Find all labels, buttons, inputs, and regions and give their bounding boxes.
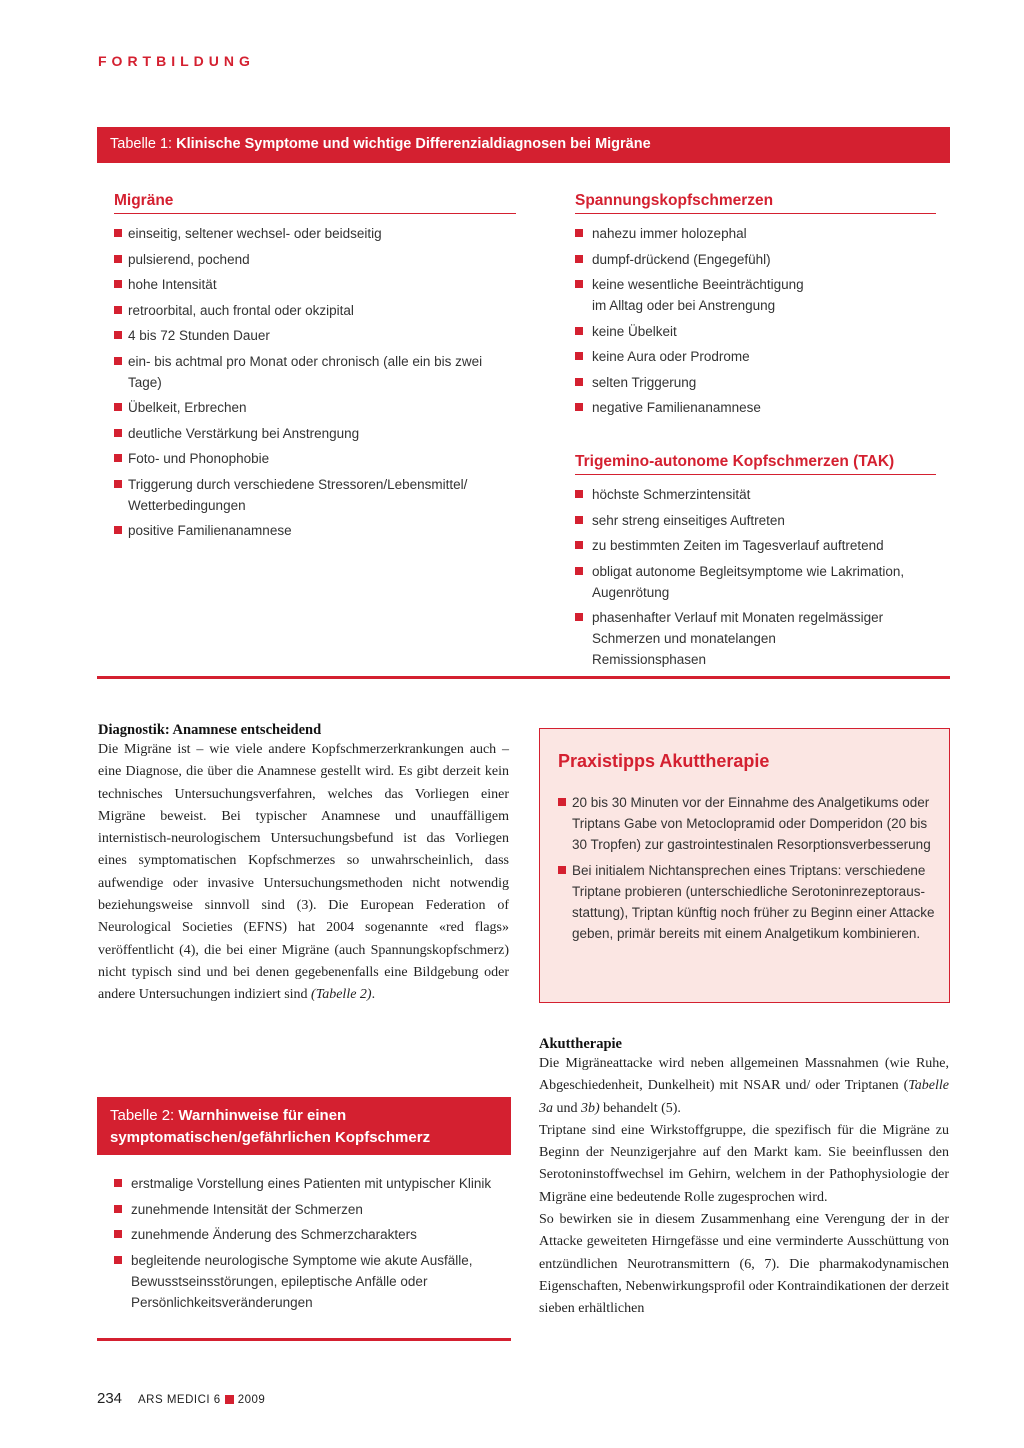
akuttherapie-p3: So bewirken sie in diesem Zusammenhang eine Verengung der in der Attacke geweiteten Hirngefässe und eine verminderte Ausschüttung von entzündlichen Neurotransmittern (6, 7). Die pharmakodynamischen Eigenschaften, Nebenwirkungsprofil oder Kontraindikationen der derzeit sieben erhältlichen: [539, 1212, 949, 1317]
list-item: höchste Schmerzintensität: [575, 484, 936, 505]
journal-line: [138, 1394, 265, 1406]
journal-year: 2009: [237, 1394, 266, 1406]
list-item: pulsierend, pochend: [114, 249, 516, 270]
list-item: deutliche Verstärkung bei Anstrengung: [114, 423, 516, 444]
diagnostik-heading: Diagnostik: Anamnese entscheidend: [98, 722, 322, 738]
text-run: Die Migräneattacke wird neben allgemeinen Massnahmen (wie Ruhe, Abgeschiedenheit, Dunkelheit) mit NSAR und/ oder Triptanen (: [539, 1056, 949, 1094]
table2-bottom-rule: [97, 1338, 511, 1341]
list-item: phasenhafter Verlauf mit Monaten regelmässiger Schmerzen und monatelangen Remissionsphasen: [575, 607, 892, 670]
table1-bottom-rule: [97, 676, 950, 679]
list-item: erstmalige Vorstellung eines Patienten mit untypischer Klinik: [114, 1173, 494, 1194]
list-item: Übelkeit, Erbrechen: [114, 397, 516, 418]
table1-title: Klinische Symptome und wichtige Differenzialdiagnosen bei Migräne: [176, 136, 651, 152]
text-run: und: [553, 1100, 581, 1116]
list-item: keine Übelkeit: [575, 321, 936, 342]
square-icon: [225, 1395, 234, 1404]
tak-list: [575, 484, 936, 670]
akuttherapie-p2: Triptane sind eine Wirkstoffgruppe, die spezifisch für die Migräne zu Beginn der Neunzigerjahre auf den Markt kam. Sie beeinflussen den Serotoninstoffwechsel im Gehirn, welchem in der Pathophysiologie der Migräne eine bedeutende Rolle zugesprochen wird.: [539, 1122, 949, 1205]
section-label: FORTBILDUNG: [98, 53, 255, 69]
list-item: begleitende neurologische Symptome wie akute Ausfälle, Bewusstseinsstörungen, epileptische Anfälle oder Persönlichkeitsveränderungen: [114, 1250, 491, 1313]
table2-reference: (Tabelle 2): [311, 987, 372, 1003]
praxistipps-list: [558, 792, 936, 948]
list-item: dumpf-drückend (Engegefühl): [575, 249, 936, 270]
list-item: zu bestimmten Zeiten im Tagesverlauf auftretend: [575, 535, 936, 556]
list-item: retroorbital, auch frontal oder okzipital: [114, 300, 516, 321]
tension-column: [575, 192, 936, 423]
diagnostik-paragraph: Die Migräne ist – wie viele andere Kopfschmerzerkrankungen auch – eine Diagnose, die über die Anamnese gestellt wird. Es gibt derzeit kein technisches Untersuchungsverfahren, welches das Vorliegen einer Migräne beweist. Bei typischer Anamnese und unauffälligem internistisch-neurologischem Untersuchungsbefund ist das Vorliegen eines symptomatischen Kopfschmerzes so unwahrscheinlich, dass aufwendige oder invasive Untersuchungsmethoden nicht notwendig beziehungsweise sinnvoll sind (3). Die European Federation of Neurological Societies (EFNS) hat 2004 sogenannte «red flags» veröffentlicht (4), die bei einer Migräne (auch Spannungskopfschmerz) nicht typisch sind und bei denen gegebenenfalls eine Bildgebung oder andere Untersuchungen indiziert sind: [98, 742, 509, 1003]
akuttherapie-heading: Akuttherapie: [539, 1036, 622, 1052]
page-number: 234: [97, 1390, 123, 1407]
list-item: zunehmende Intensität der Schmerzen: [114, 1199, 494, 1220]
table2-title: Warnhinweise für einen symptomatischen/gefährlichen Kopfschmerz: [110, 1107, 431, 1146]
tension-heading: Spannungskopfschmerzen: [575, 192, 936, 214]
list-item: Bei initialem Nichtansprechen eines Triptans: verschiedene Triptane probieren (unterschiedliche Serotoninrezeptoraus-stattung), Triptan künftig noch früher zu Beginn einer Attacke geben, primär bereits mit einem Analgetikum kombinieren.: [558, 860, 936, 944]
migraine-list: [114, 223, 516, 541]
akuttherapie-section: [539, 1036, 949, 1321]
list-item: obligat autonome Begleitsymptome wie Lakrimation, Augenrötung: [575, 561, 912, 603]
migraine-column: [114, 192, 516, 546]
list-item: keine wesentliche Beeinträchtigung im Alltag oder bei Anstrengung: [575, 274, 812, 316]
list-item: einseitig, seltener wechsel- oder beidseitig: [114, 223, 516, 244]
tak-column: [575, 453, 936, 675]
diagnostik-text: [98, 739, 509, 1007]
list-item: hohe Intensität: [114, 274, 516, 295]
tension-list: [575, 223, 936, 418]
list-item: selten Triggerung: [575, 372, 936, 393]
list-item: negative Familienanamnese: [575, 397, 936, 418]
diagnostik-section: [98, 722, 509, 1007]
tak-heading: Trigemino-autonome Kopfschmerzen (TAK): [575, 453, 936, 475]
migraine-heading: Migräne: [114, 192, 516, 214]
table2-label: Tabelle 2:: [110, 1107, 175, 1124]
list-item: zunehmende Änderung des Schmerzcharakters: [114, 1224, 494, 1245]
praxistipps-title: Praxistipps Akuttherapie: [558, 751, 770, 771]
list-item: Foto- und Phonophobie: [114, 448, 516, 469]
list-item: nahezu immer holozephal: [575, 223, 936, 244]
diagnostik-end: .: [371, 987, 376, 1003]
table2-title-bar: [97, 1097, 511, 1155]
table3a-reference: Tabelle 3a: [539, 1078, 949, 1116]
table2-list: [114, 1173, 494, 1317]
table1-title-bar: [97, 127, 950, 163]
table3b-reference: 3b): [581, 1100, 600, 1116]
table1-label: Tabelle 1:: [110, 136, 173, 152]
list-item: Triggerung durch verschiedene Stressoren/Lebensmittel/ Wetterbedingungen: [114, 474, 478, 516]
list-item: keine Aura oder Prodrome: [575, 346, 936, 367]
journal-name: ARS MEDICI 6: [138, 1394, 221, 1406]
list-item: sehr streng einseitiges Auftreten: [575, 510, 936, 531]
list-item: positive Familienanamnese: [114, 520, 516, 541]
text-run: behandelt (5).: [599, 1100, 681, 1116]
list-item: ein- bis achtmal pro Monat oder chronisch (alle ein bis zwei Tage): [114, 351, 516, 393]
akuttherapie-p1: [539, 1053, 949, 1120]
list-item: 4 bis 72 Stunden Dauer: [114, 325, 516, 346]
praxistipps-box: [539, 728, 950, 1003]
list-item: 20 bis 30 Minuten vor der Einnahme des Analgetikums oder Triptans Gabe von Metoclopramid oder Domperidon (20 bis 30 Tropfen) zur gastrointestinalen Resorptionsverbesserung: [558, 792, 936, 855]
